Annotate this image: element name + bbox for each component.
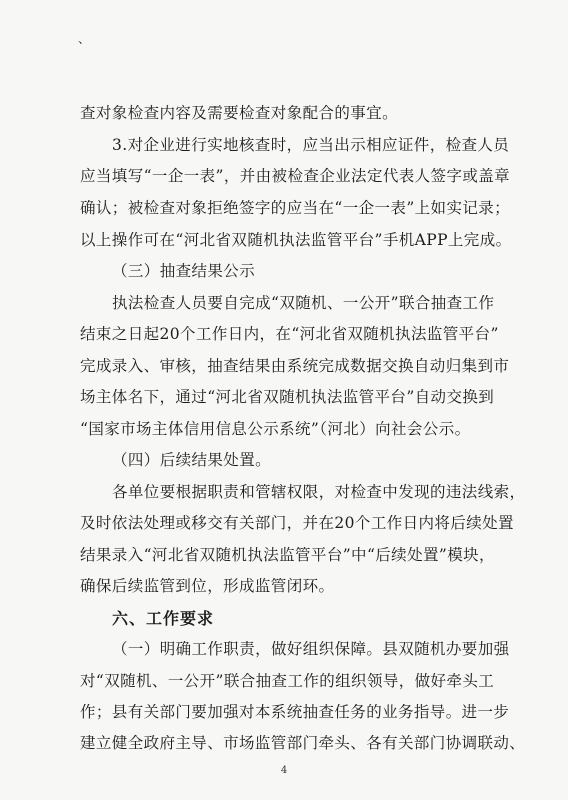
body-line: 3.对企业进行实地核查时，应当出示相应证件，检查人员 xyxy=(112,136,510,154)
top-mark: 、 xyxy=(78,32,91,46)
body-line: 结束之日起20个工作日内，在“河北省双随机执法监管平台” xyxy=(80,325,499,343)
body-line: 对“双随机、一公开”联合抽查工作的组织领导，做好牵头工 xyxy=(80,672,495,690)
body-line: 确认；被检查对象拒绝签字的应当在“一企一表”上如实记录； xyxy=(80,199,511,217)
body-line: （一）明确工作职责，做好组织保障。县双随机办要加强 xyxy=(112,640,510,658)
body-line: 查对象检查内容及需要检查对象配合的事宜。 xyxy=(80,104,399,122)
body-line: 完成录入、审核，抽查结果由系统完成数据交换自动归集到市 xyxy=(80,357,510,375)
section-heading: （三）抽查结果公示 xyxy=(112,262,256,280)
page-number: 4 xyxy=(280,765,288,776)
body-line: 确保后续监管到位，形成监管闭环。 xyxy=(80,577,335,595)
body-line: 结果录入“河北省双随机执法监管平台”中“后续处置”模块， xyxy=(80,546,495,564)
body-line: 应当填写“一企一表”，并由被检查企业法定代表人签字或盖章 xyxy=(80,167,511,185)
body-line: 作；县有关部门要加强对本系统抽查任务的业务指导。进一步 xyxy=(80,703,510,721)
body-line: 场主体名下，通过“河北省双随机执法监管平台”自动交换到 xyxy=(80,388,495,406)
body-line: 建立健全政府主导、市场监管部门牵头、各有关部门协调联动、 xyxy=(80,734,526,752)
chapter-heading: 六、工作要求 xyxy=(112,609,215,628)
body-line: “国家市场主体信用信息公示系统”（河北）向社会公示。 xyxy=(80,420,471,438)
body-line: 以上操作可在“河北省双随机执法监管平台”手机APP上完成。 xyxy=(80,231,512,249)
body-line: 执法检查人员要自完成“双随机、一公开”联合抽查工作 xyxy=(112,294,495,312)
body-line: 各单位要根据职责和管辖权限，对检查中发现的违法线索， xyxy=(112,483,526,501)
body-line: 及时依法处理或移交有关部门，并在20个工作日内将后续处置 xyxy=(80,514,514,532)
section-heading: （四）后续结果处置。 xyxy=(112,451,272,469)
